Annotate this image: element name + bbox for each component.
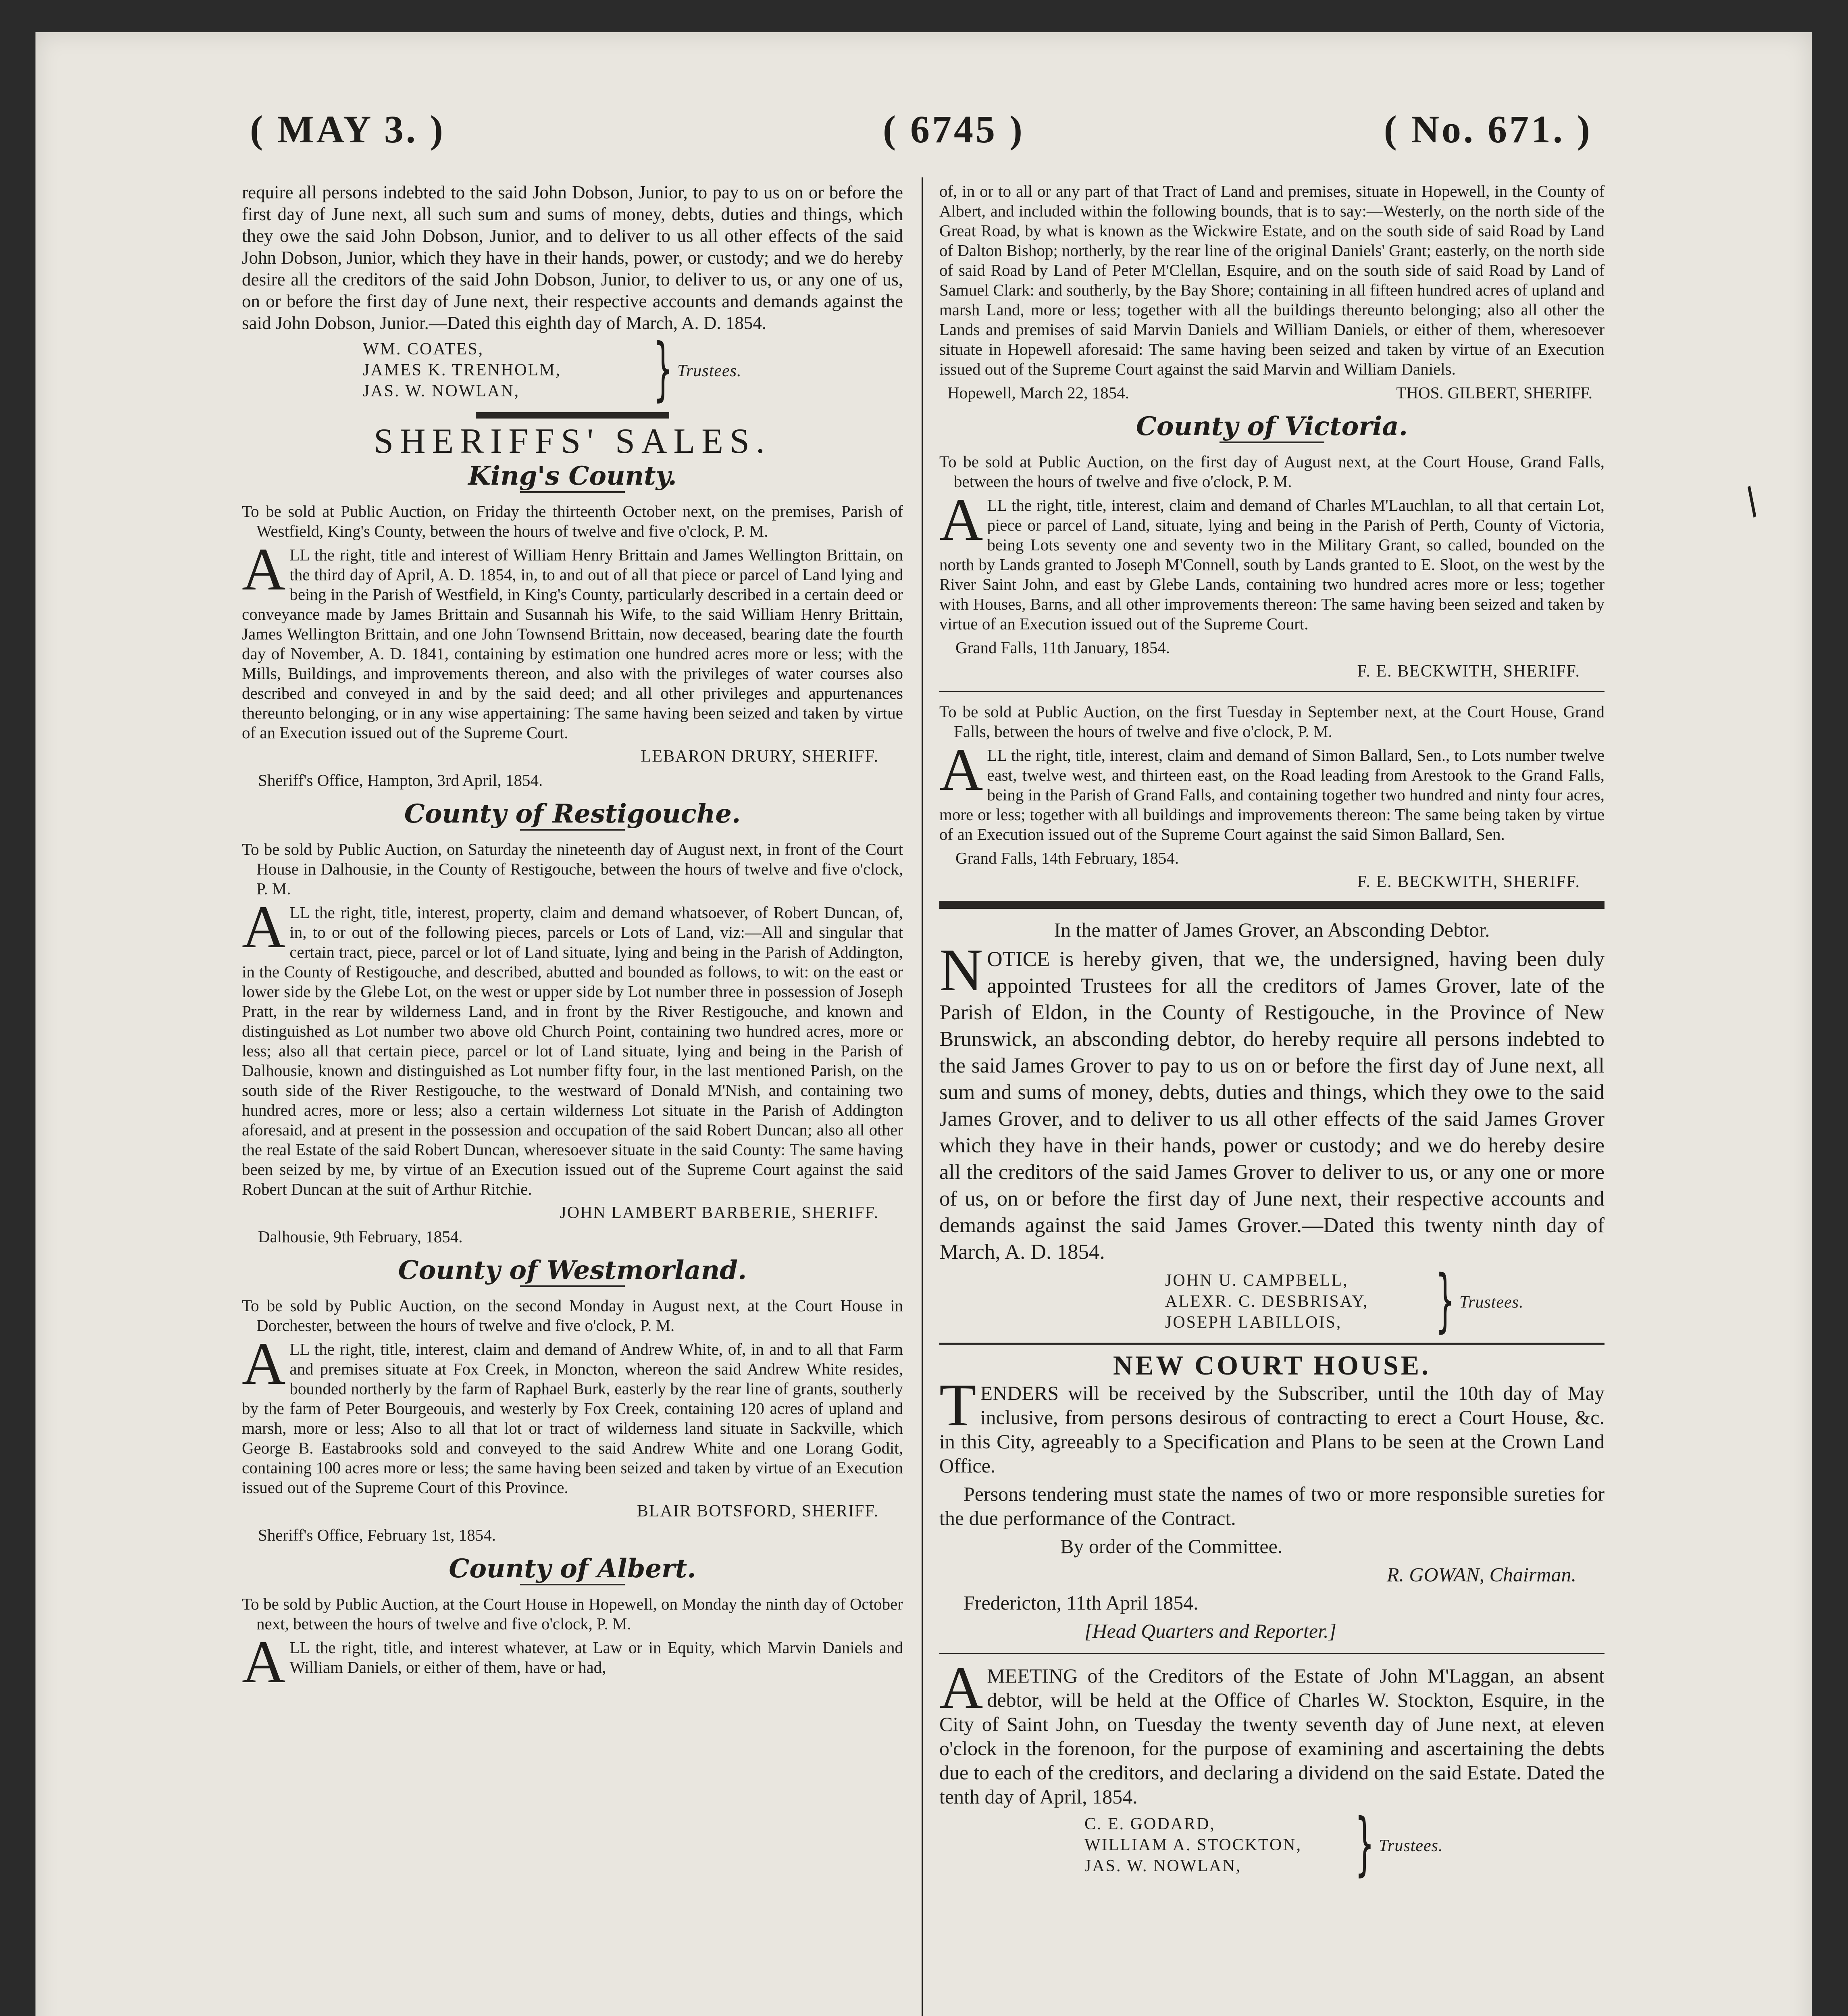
- trustee-name: JAS. W. NOWLAN,: [363, 382, 520, 400]
- albert-sale-body: ALL the right, title, and interest whatever, at Law or in Equity, which Marvin Daniels and William Daniels, or either of them, have or had,: [242, 1629, 903, 1695]
- victoria-heading: County of Victoria.: [1136, 411, 1408, 442]
- heading-rule: [520, 1285, 625, 1287]
- restigouche-sale-lead: To be sold by Public Auction, on Saturday the nineteenth day of August next, in front of the Court House in Dalhousie, in the County of Restigouche, between the hours of twelve and five o'clock, P. M.: [242, 840, 903, 898]
- section-ornament-rule: [476, 412, 669, 419]
- albert-sale-lead: To be sold by Public Auction, at the Court House in Hopewell, on Monday the ninth day of October next, between the hours of twelve and five o'clock, P. M.: [242, 1595, 903, 1633]
- left-column: [242, 181, 903, 1695]
- heading-rule: [1220, 442, 1324, 443]
- court-house-papers: [Head Quarters and Reporter.]: [1084, 1620, 1336, 1642]
- margin-ink-mark: /: [1734, 477, 1769, 526]
- westmorland-dateline: Sheriff's Office, February 1st, 1854.: [258, 1526, 496, 1544]
- trustee-name: JAMES K. TRENHOLM,: [363, 361, 561, 379]
- grover-trustees: [1165, 1260, 1605, 1340]
- grover-notice-body: NOTICE is hereby given, that we, the undersigned, having been duly appointed Trustees for all the creditors of James Grover, late of the Parish of Eldon, in the County of Restigouche, in the Province of New Brunswick, an absconding debtor, do hereby require all persons indebted to the said James Grover to pay to us on or before the first day of June next, all sum and sums of money, debts, duties and things, which they owe to the said James Grover, and to deliver to us all other effects of the said James Grover which they have in their hands, power or custody; and we do hereby desire all the creditors of the said James Grover to deliver to us, or any one or more of us, on or before the first day of June next, their respective accounts and demands against the said James Grover.—Dated this twenty ninth day of March, A. D. 1854.: [939, 937, 1605, 1264]
- kings-sale-body: ALL the right, title and interest of William Henry Brittain and James Wellington Brittain, on the third day of April, A. D. 1854, in, to and out of all that piece or parcel of Land lying and being in the Parish of Westfield, in King's County, particularly described in a certain deed or conveyance made by James Brittain and Susannah his Wife, to the said William Henry Brittain, James Wellington Brittain, and one John Townsend Brittain, now deceased, bearing date the fourth day of November, A. D. 1841, containing by estimation one hundred acres more or less; with the Mills, Buildings, and improvements thereon, and also with the privileges of water courses also described and conveyed in and by the said deed; and all other privileges and appurtenances thereunto belonging, or in any wise appertaining: The same having been seized and taken by virtue of an Execution issued out of the Supreme Court.: [242, 536, 903, 742]
- victoria-dateline-1: Grand Falls, 11th January, 1854.: [955, 638, 1170, 657]
- header-date: ( MAY 3. ): [250, 108, 445, 151]
- brace-glyph: }: [1435, 1260, 1456, 1340]
- section-rule: [939, 1343, 1605, 1345]
- trustee-name: JOHN U. CAMPBELL,: [1165, 1271, 1349, 1290]
- trustee-name: ALEXR. C. DESBRISAY,: [1165, 1292, 1369, 1311]
- court-house-order: By order of the Committee.: [1060, 1535, 1283, 1558]
- section-rule: [939, 691, 1605, 692]
- kings-sale-lead: To be sold at Public Auction, on Friday the thirteenth October next, on the premises, Parish of Westfield, King's County, between the hours of twelve and five o'clock, P. M.: [242, 502, 903, 540]
- victoria-sheriff-signature-2: F. E. BECKWITH, SHERIFF.: [1357, 873, 1580, 891]
- westmorland-heading: County of Westmorland.: [398, 1255, 747, 1285]
- victoria-sheriff-signature-1: F. E. BECKWITH, SHERIFF.: [1357, 662, 1580, 681]
- section-rule: [939, 1653, 1605, 1654]
- sheriffs-sales-title: SHERIFFS' SALES.: [374, 422, 771, 461]
- dobson-trustees: [363, 329, 903, 409]
- trustee-name: WILLIAM A. STOCKTON,: [1084, 1836, 1302, 1854]
- grover-notice-heading: In the matter of James Grover, an Absconding Debtor.: [1054, 918, 1490, 941]
- restigouche-heading: County of Restigouche.: [404, 799, 741, 829]
- kings-sheriff-signature: LEBARON DRURY, SHERIFF.: [641, 747, 879, 766]
- victoria-sale-body-1: ALL the right, title, interest, claim and demand of Charles M'Lauchlan, to all that certain Lot, piece or parcel of Land, situate, lying and being in the Parish of Perth, County of Victoria, being Lots seventy one and seventy two in the Military Grant, so called, bounded on the north by Lands granted to Joseph M'Connell, south by Lands granted to E. Sloot, on the west by the River Saint John, and east by Glebe Lands, containing two hundred acres more or less; together with Houses, Barns, and all other improvements thereon: The same having been seized and taken by virtue of an Execution issued out of the Supreme Court.: [939, 486, 1605, 633]
- restigouche-sale-body: ALL the right, title, interest, property, claim and demand whatsoever, of Robert Duncan, of, in, to or out of the following pieces, parcels or Lots of Land, viz:—All and singular that certain tract, piece, parcel or lot of Land situate, lying and being in the Parish of Addington, in the County of Restigouche, and described, abutted and bounded as follows, to wit: on the east or lower side by the Glebe Lot, on the west or upper side by Lot number three in possession of Joseph Pratt, in the rear by wilderness Land, and in front by the River Restigouche, and known and distinguished as Lot number two above old Church Point, containing two hundred acres, more or less; also all that certain piece, parcel or lot of Land situate, lying and being in the Parish of Dalhousie, known and distinguished as Lot number fifty four, in the last mentioned Parish, on the south side of the River Restigouche, to the westward of Donald M'Nish, and containing two hundred acres, more or less; also a certain wilderness Lot situate in the Parish of Addington aforesaid, and at present in the possession and occupation of the said Robert Duncan; also all other the real Estate of the said Robert Duncan, wheresoever situate in the said County: The same having been seized by me, by virtue of an Execution issued out of the Supreme Court against the said Robert Duncan at the suit of Arthur Ritchie.: [242, 893, 903, 1198]
- header-issue-number: ( No. 671. ): [1384, 108, 1592, 151]
- mclaggan-meeting-body: AMEETING of the Creditors of the Estate of John M'Laggan, an absent debtor, will be held at the Office of Charles W. Stockton, Esquire, in the City of Saint John, on Tuesday the twenty seventh day of June next, at eleven o'clock in the forenoon, for the purpose of examining and ascertaining the debts due to each of the creditors, and declaring a dividend on the said Estate. Dated the tenth day of April, 1854.: [939, 1654, 1605, 1808]
- court-house-dateline: Fredericton, 11th April 1854.: [964, 1591, 1199, 1614]
- header-page-number: ( 6745 ): [883, 108, 1025, 151]
- right-column: [939, 181, 1605, 1884]
- column-divider: [922, 177, 923, 2016]
- victoria-sale-body-2: ALL the right, title, interest, claim and demand of Simon Ballard, Sen., to Lots number twelve east, twelve west, and thirteen east, on the Road leading from Arestook to the Grand Falls, being in the Parish of Grand Falls, and containing together two hundred and ninty four acres, more or less; together with all buildings and improvements thereon: The same being taken by virtue of an Execution issued out of the Supreme Court against the said Simon Ballard, Sen.: [939, 736, 1605, 843]
- victoria-dateline-2: Grand Falls, 14th February, 1854.: [955, 849, 1179, 867]
- heading-rule: [520, 1584, 625, 1585]
- court-house-signature: R. GOWAN, Chairman.: [1386, 1563, 1576, 1586]
- albert-signoff: [939, 383, 1605, 403]
- westmorland-sheriff-signature: BLAIR BOTSFORD, SHERIFF.: [637, 1502, 879, 1520]
- victoria-sale-lead-2: To be sold at Public Auction, on the first Tuesday in September next, at the Court House, Grand Falls, between the hours of twelve and five o'clock, P. M.: [939, 702, 1605, 741]
- trustees-label: Trustees.: [1379, 1837, 1443, 1855]
- restigouche-dateline: Dalhousie, 9th February, 1854.: [258, 1227, 463, 1246]
- heading-rule: [520, 491, 625, 493]
- trustees-label: Trustees.: [1459, 1293, 1524, 1312]
- trustee-name: C. E. GODARD,: [1084, 1815, 1215, 1833]
- dobson-notice-text: require all persons indebted to the said John Dobson, Junior, to pay to us on or before the first day of June next, all such sum and sums of money, debts, duties and things, which they owe the said John Dobson, Junior, and to deliver to us all other effects of the said John Dobson, Junior, which they have in their hands, power, or custody; and we do hereby desire all the creditors of the said John Dobson, Junior, to deliver to us, or any one of us, on or before the first day of June next, their respective accounts and demands against the said John Dobson, Junior.—Dated this eighth day of March, A. D. 1854.: [242, 182, 903, 333]
- westmorland-sale-lead: To be sold by Public Auction, on the second Monday in August next, at the Court House in Dorchester, between the hours of twelve and five o'clock, P. M.: [242, 1296, 903, 1335]
- westmorland-sale-body: ALL the right, title, interest, claim and demand of Andrew White, of, in and to all that Farm and premises situate at Fox Creek, in Moncton, whereon the said Andrew White resides, bounded northerly by the farm of Raphael Burk, easterly by the rear line of grants, southerly by the farm of Peter Bourgeouis, and westerly by Fox Creek, containing 120 acres of upland and marsh, more or less; Also to all that lot or tract of wilderness land situate in Sackville, which George B. Eastabrooks sold and conveyed to the said Andrew White and one Lorang Godit, containing 100 acres more or less; the same having been seized and taken by virtue of an Execution issued out of the Supreme Court of this Province.: [242, 1330, 903, 1497]
- albert-dateline: Hopewell, March 22, 1854.: [947, 383, 1129, 402]
- trustee-name: JOSEPH LABILLOIS,: [1165, 1313, 1342, 1332]
- albert-sale-continuation: of, in or to all or any part of that Tract of Land and premises, situate in Hopewell, in the County of Albert, and included within the following bounds, that is to say:—Westerly, on the north side of the Great Road, by what is known as the Wickwire Estate, and on the south side of said Road by Land of Dalton Bishop; northerly, by the rear line of the original Daniels' Grant; easterly, on the north side of said Road by Land of Peter M'Clellan, Esquire, and on the south side of said Road by Land of Samuel Clark: and southerly, by the Bay Shore; containing in all fifteen hundred acres of upland and marsh Land, more or less; together with all the buildings thereunto belonging; also all other the Lands and premises of said Marvin Daniels and William Daniels, or either of them, wheresoever situate in Hopewell aforesaid: The same having been seized and taken by virtue of an Execution issued out of the Supreme Court against the said Marvin and William Daniels.: [939, 182, 1605, 378]
- trustees-label: Trustees.: [677, 362, 742, 380]
- kings-dateline: Sheriff's Office, Hampton, 3rd April, 1854.: [258, 771, 543, 789]
- mclaggan-trustees: [1084, 1804, 1605, 1884]
- trustee-name: WM. COATES,: [363, 340, 484, 358]
- trustee-name: JAS. W. NOWLAN,: [1084, 1857, 1242, 1875]
- albert-sheriff-signature: THOS. GILBERT, SHERIFF.: [1396, 383, 1592, 402]
- new-court-house-title: NEW COURT HOUSE.: [1113, 1350, 1431, 1381]
- court-house-tender-body: TENDERS will be received by the Subscriber, until the 10th day of May inclusive, from persons desirous of contracting to erect a Court House, &c. in this City, agreeably to a Specification and Plans to be seen at the Crown Land Office.: [939, 1372, 1605, 1477]
- kings-county-heading: King's County.: [468, 461, 677, 491]
- albert-heading: County of Albert.: [449, 1554, 696, 1584]
- heading-rule: [520, 829, 625, 831]
- page-header: [250, 107, 1592, 159]
- brace-glyph: }: [1355, 1804, 1375, 1884]
- victoria-sale-lead-1: To be sold at Public Auction, on the first day of August next, at the Court House, Grand Falls, between the hours of twelve and five o'clock, P. M.: [939, 452, 1605, 491]
- court-house-tender-sureties: Persons tendering must state the names of two or more responsible sureties for the due performance of the Contract.: [939, 1483, 1605, 1529]
- restigouche-sheriff-signature: JOHN LAMBERT BARBERIE, SHERIFF.: [560, 1204, 879, 1222]
- brace-glyph: }: [653, 329, 674, 409]
- thick-section-rule: [939, 901, 1605, 909]
